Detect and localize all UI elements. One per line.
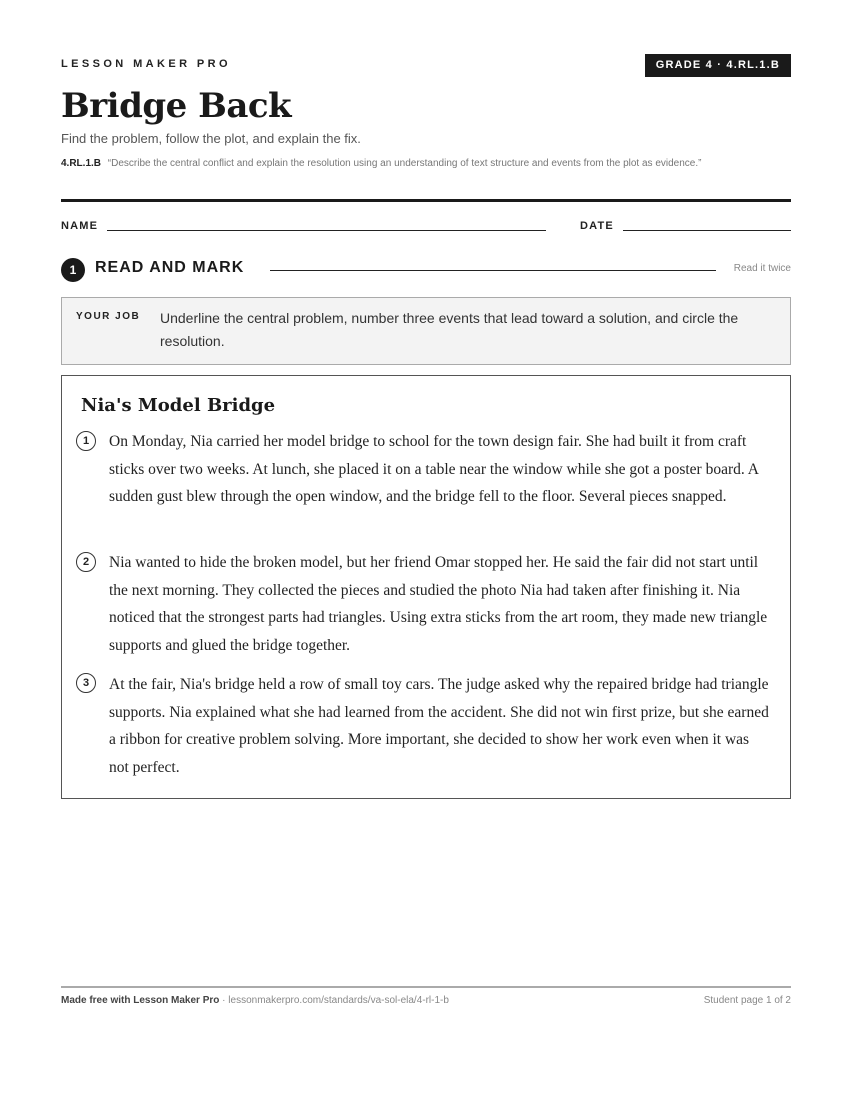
footer-made-with: Made free with Lesson Maker Pro bbox=[61, 995, 220, 1006]
section-number-badge: 1 bbox=[61, 258, 85, 282]
standard-text: “Describe the central conflict and explain the resolution using an understanding of text structure and events from the plot as evidence.” bbox=[107, 158, 702, 169]
standard-code: 4.RL.1.B bbox=[61, 158, 102, 169]
story-paragraph: On Monday, Nia carried her model bridge to school for the town design fair. She had built it from craft sticks over two weeks. At lunch, she placed it on a table near the window while she got a poster board. A sudden gust blew through the open window, and the bridge fell to the floor. Several pieces snapped. bbox=[109, 433, 759, 505]
story-paragraph: Nia wanted to hide the broken model, but her friend Omar stopped her. He said the fair did not start until the next morning. They collected the pieces and studied the photo Nia had taken after finishing it. Nia noticed that the strongest parts had triangles. Using extra sticks from the art room, they made new triangle supports and glued the bridge together. bbox=[109, 554, 768, 654]
section-title: READ AND MARK bbox=[95, 259, 245, 276]
name-label: NAME bbox=[61, 220, 99, 232]
instructions-text: Underline the central problem, number three events that lead toward a solution, and circle the resolution. bbox=[160, 310, 739, 349]
paragraph-number: 2 bbox=[76, 552, 96, 572]
name-field[interactable] bbox=[107, 230, 546, 231]
date-label: DATE bbox=[580, 220, 614, 232]
section-note: Read it twice bbox=[733, 263, 791, 274]
page-title: Bridge Back bbox=[61, 86, 292, 126]
header-divider bbox=[61, 199, 791, 202]
footer-credit bbox=[61, 995, 449, 1006]
footer-url-link[interactable]: lessonmakerpro.com/standards/va-sol-ela/4-rl-1-b bbox=[228, 995, 449, 1006]
instructions-label: YOUR JOB bbox=[76, 311, 141, 322]
section-divider bbox=[270, 270, 716, 271]
page-indicator: Student page 1 of 2 bbox=[703, 995, 791, 1006]
paragraph-number: 1 bbox=[76, 431, 96, 451]
paragraph-number: 3 bbox=[76, 673, 96, 693]
story-title: Nia's Model Bridge bbox=[81, 395, 276, 416]
brand-name: LESSON MAKER PRO bbox=[61, 58, 231, 70]
story-paragraph: At the fair, Nia's bridge held a row of small toy cars. The judge asked why the repaired bridge had triangle supports. Nia explained what she had learned from the accident. She did not win first prize, but she earned a ribbon for creative problem solving. More important, she decided to show her work even when it was not perfect. bbox=[109, 676, 769, 776]
story-passage bbox=[61, 375, 791, 799]
grade-badge: GRADE 4 · 4.RL.1.B bbox=[645, 54, 791, 77]
instructions-box bbox=[61, 297, 791, 365]
footer-divider bbox=[61, 986, 791, 988]
footer-separator: · bbox=[219, 995, 229, 1006]
standard-description bbox=[61, 156, 761, 172]
page-subtitle: Find the problem, follow the plot, and explain the fix. bbox=[61, 131, 361, 146]
date-field[interactable] bbox=[623, 230, 791, 231]
